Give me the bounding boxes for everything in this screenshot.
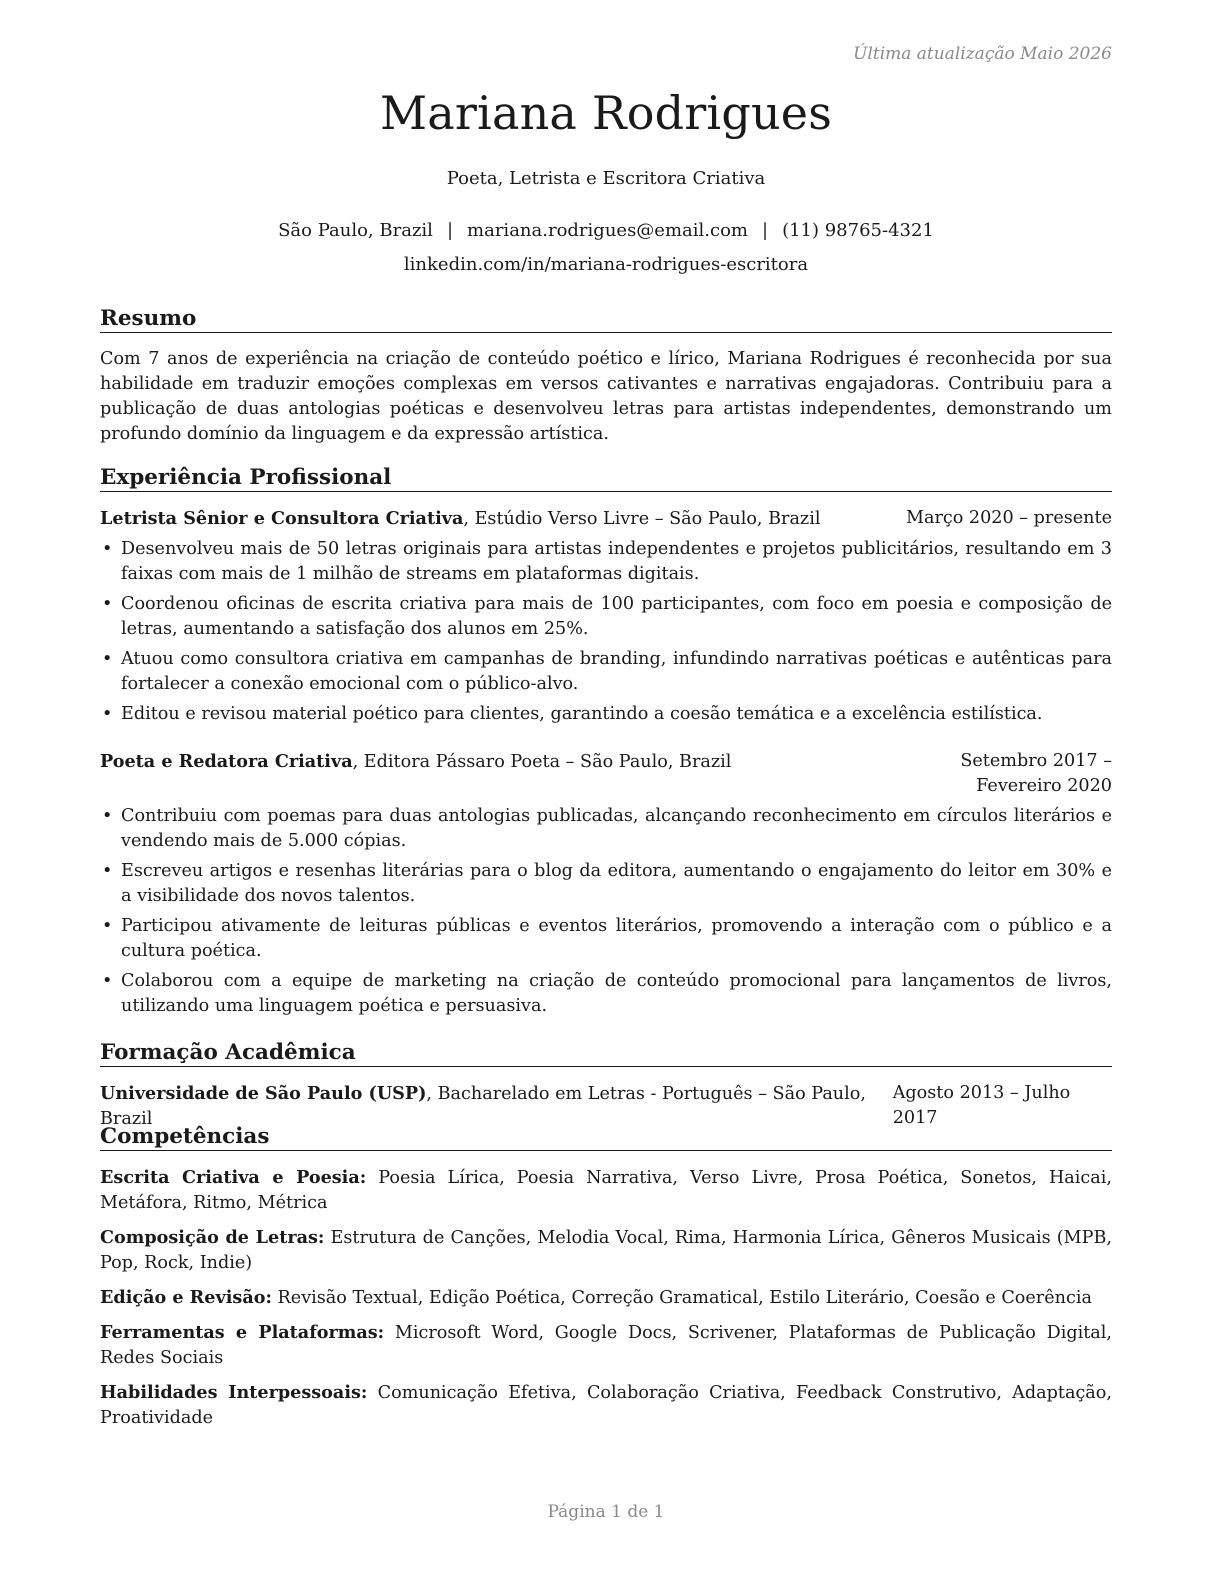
email-link[interactable]: mariana.rodrigues@email.com	[467, 220, 748, 241]
resume-page	[100, 0, 1112, 1584]
list-item: • Contribuiu com poemas para duas antologias publicadas, alcançando reconhecimento em círculos literários e vendendo mais de 5.000 cópias.	[100, 804, 1112, 854]
job-bullets	[100, 537, 1112, 727]
job-org: , Editora Pássaro Poeta – São Paulo, Brazil	[352, 752, 732, 772]
skill-value: Poesia Lírica, Poesia Narrativa, Verso Livre, Prosa Poética, Sonetos, Haicai, Metáfora, Ritmo, Métrica	[100, 1168, 1112, 1213]
job-entry	[100, 506, 1112, 727]
skill-value: Microsoft Word, Google Docs, Scrivener, Plataformas de Publicação Digital, Redes Sociais	[100, 1323, 1113, 1368]
education-section	[100, 1040, 1112, 1132]
page-number: Página 1 de 1	[547, 1502, 665, 1522]
skill-row	[100, 1225, 1112, 1276]
skill-row	[100, 1285, 1112, 1311]
job-role: Letrista Sênior e Consultora Criativa	[100, 508, 464, 529]
list-item: • Editou e revisou material poético para clientes, garantindo a coesão temática e a excelência estilística.	[100, 702, 1112, 727]
section-title-summary: Resumo	[100, 306, 1112, 333]
summary-section	[100, 306, 1112, 447]
list-item: • Colaborou com a equipe de marketing na criação de conteúdo promocional para lançamentos de livros, utilizando uma linguagem poética e persuasiva.	[100, 969, 1112, 1019]
job-header	[100, 749, 1112, 799]
institution: Universidade de São Paulo (USP)	[100, 1083, 427, 1104]
skill-label: Edição e Revisão:	[100, 1287, 272, 1308]
education-dates: Agosto 2013 – Julho 2017	[892, 1083, 1071, 1128]
job-entry	[100, 749, 1112, 1019]
separator: |	[761, 220, 769, 241]
job-dates: Março 2020 – presente	[905, 508, 1112, 528]
list-item: • Escreveu artigos e resenhas literárias para o blog da editora, aumentando o engajamento do leitor em 30% e a visibilidade dos novos talentos.	[100, 859, 1112, 909]
experience-section	[100, 465, 1112, 1024]
skill-row	[100, 1380, 1112, 1431]
section-title-experience: Experiência Profissional	[100, 465, 1112, 492]
skill-label: Composição de Letras:	[100, 1227, 325, 1248]
job-title-line	[100, 506, 820, 532]
job-dates: Setembro 2017 – Fevereiro 2020	[960, 751, 1112, 796]
list-item: • Coordenou oficinas de escrita criativa para mais de 100 participantes, com foco em poesia e composição de letras, aumentando a satisfação dos alunos em 25%.	[100, 592, 1112, 642]
job-org: , Estúdio Verso Livre – São Paulo, Brazil	[463, 509, 821, 529]
phone: (11) 98765-4321	[782, 220, 934, 241]
contact-line	[100, 220, 1112, 241]
job-bullets	[100, 804, 1112, 1019]
skill-value: Estrutura de Canções, Melodia Vocal, Rima, Harmonia Lírica, Gêneros Musicais (MPB, Pop, Rock, Indie)	[100, 1228, 1112, 1273]
job-header	[100, 506, 1112, 532]
skill-value: Comunicação Efetiva, Colaboração Criativa, Feedback Construtivo, Adaptação, Proatividade	[100, 1383, 1112, 1428]
last-updated: Última atualização Maio 2026	[853, 44, 1112, 64]
linkedin-link[interactable]: linkedin.com/in/mariana-rodrigues-escritora	[403, 254, 809, 275]
job-role: Poeta e Redatora Criativa	[100, 751, 353, 772]
skill-row	[100, 1165, 1112, 1216]
section-title-education: Formação Acadêmica	[100, 1040, 1112, 1067]
skill-row	[100, 1320, 1112, 1371]
degree: , Bacharelado em Letras - Português – São Paulo, Brazil	[100, 1084, 866, 1129]
list-item: • Desenvolveu mais de 50 letras originais para artistas independentes e projetos publicitários, resultando em 3 faixas com mais de 1 milhão de streams em plataformas digitais.	[100, 537, 1112, 587]
list-item: • Participou ativamente de leituras públicas e eventos literários, promovendo a interação com o público e a cultura poética.	[100, 914, 1112, 964]
skills-section	[100, 1124, 1112, 1431]
location: São Paulo, Brazil	[278, 220, 433, 241]
summary-text: Com 7 anos de experiência na criação de conteúdo poético e lírico, Mariana Rodrigues é reconhecida por sua habilidade em traduzir emoções complexas em versos cativantes e narrativas engajadoras. Contribuiu para a publicação de duas antologias poéticas e desenvolveu letras para artistas independentes, demonstrando um profundo domínio da linguagem e da expressão artística.	[100, 349, 1112, 444]
skill-value: Revisão Textual, Edição Poética, Correção Gramatical, Estilo Literário, Coesão e Coerência	[271, 1288, 1092, 1308]
candidate-name: Mariana Rodrigues	[379, 86, 833, 140]
skill-label: Ferramentas e Plataformas:	[100, 1322, 385, 1343]
tagline: Poeta, Letrista e Escritora Criativa	[446, 168, 766, 189]
separator: |	[446, 220, 454, 241]
skill-label: Escrita Criativa e Poesia:	[100, 1167, 367, 1188]
job-title-line	[100, 749, 731, 775]
section-title-skills: Competências	[100, 1124, 1112, 1151]
skill-label: Habilidades Interpessoais:	[100, 1382, 368, 1403]
list-item: • Atuou como consultora criativa em campanhas de branding, infundindo narrativas poéticas e autênticas para fortalecer a conexão emocional com o público-alvo.	[100, 647, 1112, 697]
